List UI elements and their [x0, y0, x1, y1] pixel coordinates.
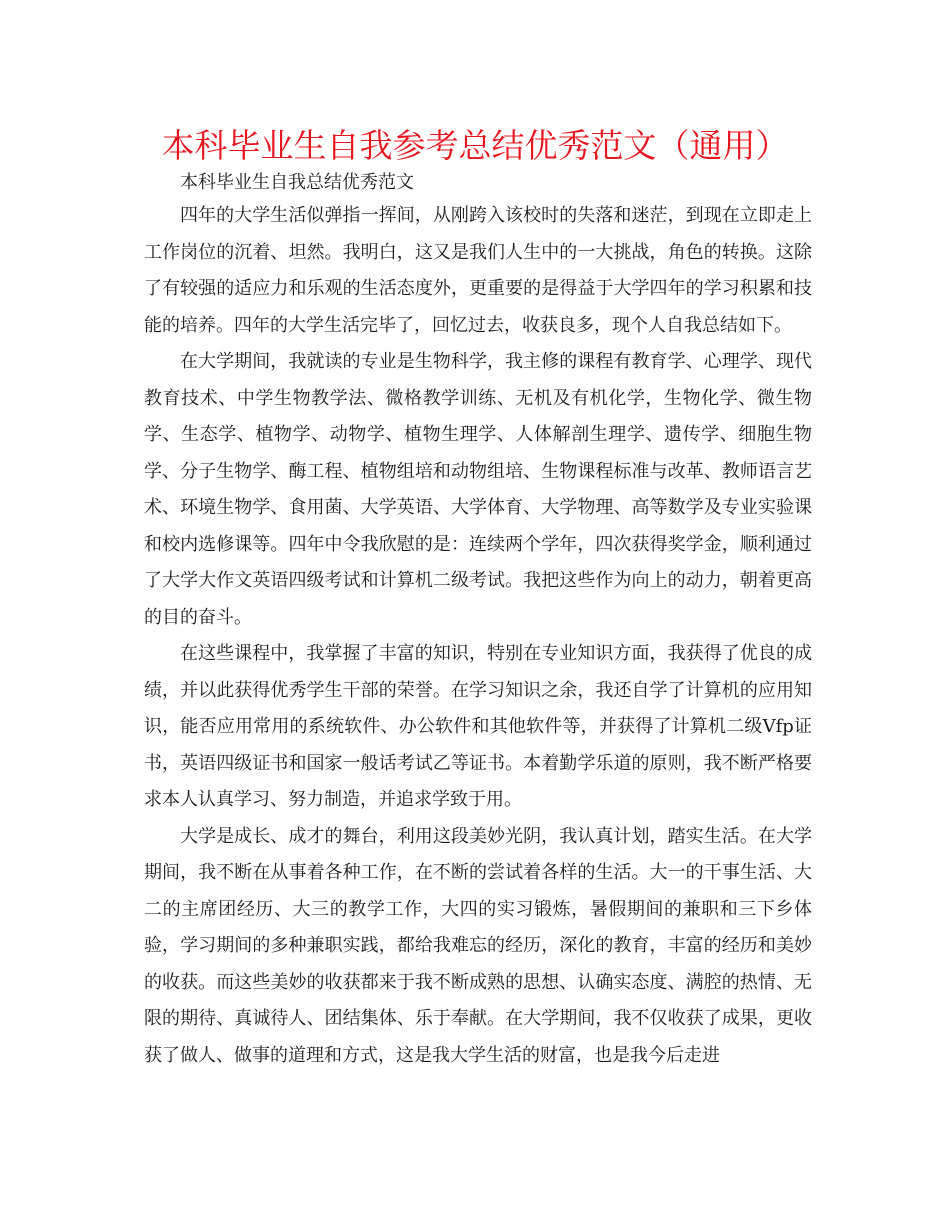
paragraph-3: 在这些课程中，我掌握了丰富的知识，特别在专业知识方面，我获得了优良的成绩，并以此获得优秀学生干部的荣誉。在学习知识之余，我还自学了计算机的应用知识，能否应用常用的系统软件、办公软件和其他软件等，并获得了计算机二级Vfp证书，英语四级证书和国家一般话考试乙等证书。本着勤学乐道的原则，我不断严格要求本人认真学习、努力制造，并追求学致于用。 [144, 643, 812, 810]
paragraph-2: 在大学期间，我就读的专业是生物科学，我主修的课程有教育学、心理学、现代教育技术、中学生物教学法、微格教学训练、无机及有机化学，生物化学、微生物学、生态学、植物学、动物学、植物生理学、人体解剖生理学、遗传学、细胞生物学、分子生物学、酶工程、植物组培和动物组培、生物课程标准与改革、教师语言艺术、环境生物学、食用菌、大学英语、大学体育、大学物理、高等数学及专业实验课和校内选修课等。四年中令我欣慰的是：连续两个学年，四次获得奖学金，顺利通过了大学大作文英语四级考试和计算机二级考试。我把这些作为向上的动力，朝着更高的目的奋斗。 [144, 351, 812, 628]
paragraph-4: 大学是成长、成才的舞台，利用这段美妙光阴，我认真计划，踏实生活。在大学期间，我不断在从事着各种工作，在不断的尝试着各样的生活。大一的干事生活、大二的主席团经历、大三的教学工作，大四的实习锻炼，暑假期间的兼职和三下乡体验，学习期间的多种兼职实践，都给我难忘的经历，深化的教育，丰富的经历和美妙的收获。而这些美妙的收获都来于我不断成熟的思想、认确实态度、满腔的热情、无限的期待、真诚待人、团结集体、乐于奉献。在大学期间，我不仅收获了成果，更收获了做人、做事的道理和方式，这是我大学生活的财富，也是我今后走进 [144, 825, 812, 1066]
document-title: 本科毕业生自我参考总结优秀范文（通用） [161, 126, 789, 165]
document-body [144, 168, 812, 1074]
document-subtitle: 本科毕业生自我总结优秀范文 [180, 172, 414, 193]
paragraph-1: 四年的大学生活似弹指一挥间，从刚跨入该校时的失落和迷茫，到现在立即走上工作岗位的沉着、坦然。我明白，这又是我们人生中的一大挑战，角色的转换。这除了有较强的适应力和乐观的生活态度外，更重要的是得益于大学四年的学习积累和技能的培养。四年的大学生活完毕了，回忆过去，收获良多，现个人自我总结如下。 [144, 205, 812, 336]
